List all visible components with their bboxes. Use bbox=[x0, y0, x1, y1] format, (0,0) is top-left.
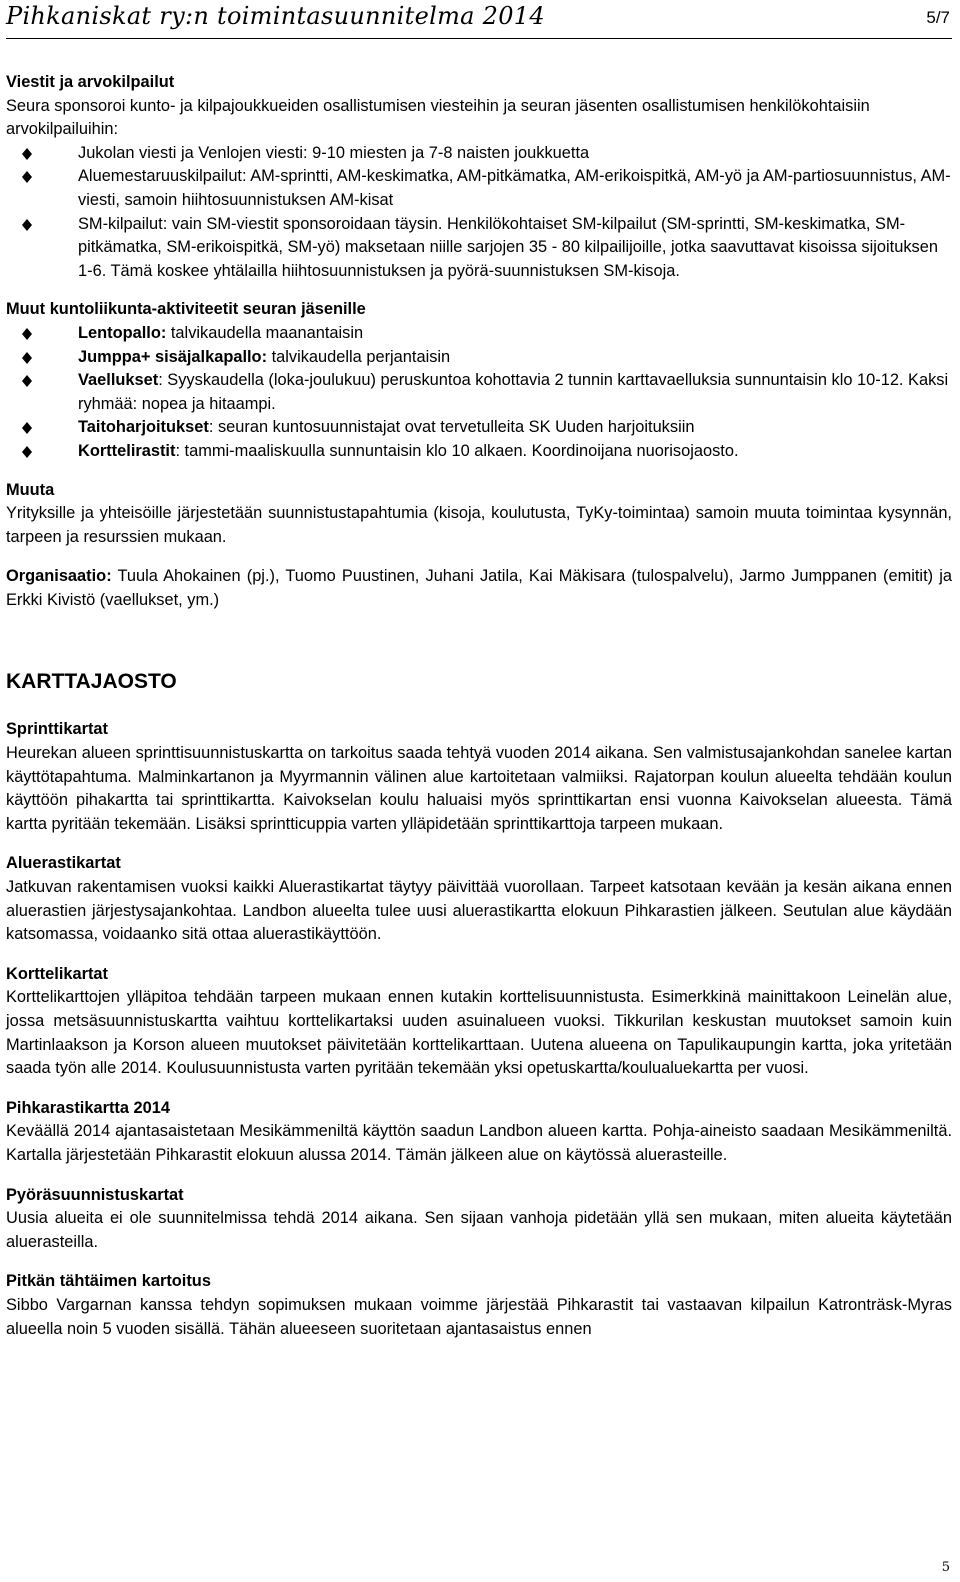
list-item bbox=[6, 440, 952, 464]
organisaatio-paragraph bbox=[6, 565, 952, 612]
item-label: Jumppa+ sisäjalkapallo: bbox=[78, 347, 268, 366]
page-header bbox=[6, 0, 952, 39]
section-viestit bbox=[6, 71, 952, 283]
item-text: : seuran kuntosuunnistajat ovat tervetulleita SK Uuden harjoituksiin bbox=[208, 418, 695, 437]
section-pitkan-tahtaimen-kartoitus bbox=[6, 1270, 952, 1341]
section-pihkarastikartta bbox=[6, 1097, 952, 1168]
section-text: Korttelikarttojen ylläpitoa tehdään tarpeen mukaan ennen kutakin korttelisuunnistusta. Esimerkkinä mainittakoon Leinelän alue, jossa metsäsuunnistuskartta vaihtuu korttelikartaksi uuden asuinalueen vuoksi. Tikkurilan keskustan muutokset samoin kuin Martinlaakson ja Korson alueen muutokset päivitetään korttelikarttaan. Uutena alueena on Tapulikaupungin kartta, joka yritetään saada työn alle 2014. Koulusuunnistusta varten pyritään tekemään yksi opetuskartta/koulualuekartta per vuosi. bbox=[6, 988, 952, 1078]
bullet-list bbox=[6, 322, 952, 464]
item-label: Vaellukset bbox=[78, 371, 159, 390]
document-title: Pihkaniskat ry:n toimintasuunnitelma 2014 bbox=[6, 2, 545, 30]
list-item-text: Jukolan viesti ja Venlojen viesti: 9-10 miesten ja 7-8 naisten joukkuetta bbox=[78, 143, 590, 162]
diamond-bullet-icon bbox=[22, 219, 32, 231]
organisaatio-label: Organisaatio: bbox=[6, 567, 112, 586]
section-text: Uusia alueita ei ole suunnitelmissa tehdä 2014 aikana. Sen sijaan vanhoja pidetään yllä sen mukaan, miten alueita käytetään aluerasteilla. bbox=[6, 1209, 952, 1251]
list-item bbox=[6, 142, 952, 166]
section-heading: Viestit ja arvokilpailut bbox=[6, 73, 175, 91]
section-heading: Muuta bbox=[6, 480, 55, 499]
section-heading: Aluerastikartat bbox=[6, 854, 121, 873]
section-text: Keväällä 2014 ajantasaistetaan Mesikämmeniltä käyttön saadun Landbon alueen kartta. Pohja-aineisto saadaan Mesikämmeniltä. Kartalla järjestetään Pihkarastit elokuun alussa 2014. Tämän jälkeen alue on käytössä aluerasteille. bbox=[6, 1122, 952, 1164]
page-number: 5 bbox=[941, 1560, 950, 1576]
diamond-bullet-icon bbox=[22, 328, 32, 340]
diamond-bullet-icon bbox=[22, 171, 32, 183]
section-heading: Korttelikartat bbox=[6, 964, 109, 983]
bullet-list bbox=[6, 142, 952, 284]
diamond-bullet-icon bbox=[22, 352, 32, 364]
section-text: Yrityksille ja yhteisöille järjestetään suunnistustapahtumia (kisoja, koulutusta, TyKy-toimintaa) samoin muuta toimintaa kysynnän, tarpeen ja resurssien mukaan. bbox=[6, 504, 952, 546]
list-item-text: Aluemestaruuskilpailut: AM-sprintti, AM-keskimatka, AM-pitkämatka, AM-erikoispitkä, AM-yö ja AM-partiosuunnistus, AM-viesti, samoin hiihtosuunnistuksen AM-kisat bbox=[78, 167, 951, 209]
section-text: Sibbo Vargarnan kanssa tehdyn sopimuksen mukaan voimme järjestää Pihkarastit tai vastaavan kilpailun Katronträsk-Myras alueella noin 5 vuoden sisällä. Tähän alueeseen suoritetaan ajantasaistus ennen bbox=[6, 1295, 952, 1338]
list-item bbox=[6, 165, 952, 212]
diamond-bullet-icon bbox=[22, 422, 32, 434]
item-label: Taitoharjoitukset bbox=[78, 418, 209, 437]
section-heading: Muut kuntoliikunta-aktiviteetit seuran jäsenille bbox=[6, 300, 366, 319]
karttajaosto-title: KARTTAJAOSTO bbox=[6, 670, 177, 694]
section-korttelikartat bbox=[6, 963, 952, 1081]
section-heading: Sprinttikartat bbox=[6, 720, 109, 739]
section-muut-aktiviteetit bbox=[6, 298, 952, 463]
item-text: talvikaudella maanantaisin bbox=[166, 323, 364, 342]
list-item bbox=[6, 213, 952, 284]
section-heading: Pyöräsuunnistuskartat bbox=[6, 1185, 184, 1204]
item-text: : tammi-maaliskuulla sunnuntaisin klo 10 alkaen. Koordinoijana nuorisojaosto. bbox=[175, 441, 739, 460]
organisaatio-text: Tuula Ahokainen (pj.), Tuomo Puustinen, Juhani Jatila, Kai Mäkisara (tulospalvelu), Jarmo Jumppanen (emitit) ja Erkki Kivistö (vaellukset, ym.) bbox=[6, 567, 952, 609]
section-text: Heurekan alueen sprinttisuunnistuskartta on tarkoitus saada tehtyä vuoden 2014 aikana. Sen valmistusajankohdan sanelee kartan käyttötapahtuma. Malminkartanon ja Myyrmannin välinen alue kartoitetaan valmiiksi. Rajatorpan koulun alueelta tehdään koulun käyttöön pihakartta tai sprinttikartta. Kaivokselan koulu haluaisi myös sprinttikartan ensi vuonna Kaivokselan alueesta. Tämä kartta pyritään tekemään. Lisäksi sprintticuppia varten ylläpidetään sprinttikarttoja tarpeen mukaan. bbox=[6, 744, 952, 833]
section-intro: Seura sponsoroi kunto- ja kilpajoukkueiden osallistumisen viesteihin ja seuran jäsenten osallistumisen henkilökohtaisiin arvokilpailuihin: bbox=[6, 96, 870, 139]
section-text: Jatkuvan rakentamisen vuoksi kaikki Aluerastikartat täytyy päivittää vuorollaan. Tarpeet katsotaan kevään ja kesän aikana ennen aluerastien järjestysajankohtaa. Landbon alueelta tulee uusi aluerastikartta elokuun Pihkarastien jälkeen. Seutulan alue käydään katsomassa, voidaanko sitä ottaa aluerastikäyttöön. bbox=[6, 878, 952, 944]
diamond-bullet-icon bbox=[22, 148, 32, 160]
document-page bbox=[6, 0, 952, 1341]
list-item bbox=[6, 416, 952, 440]
section-muuta bbox=[6, 479, 952, 550]
section-aluerastikartat bbox=[6, 852, 952, 946]
section-heading: Pitkän tähtäimen kartoitus bbox=[6, 1272, 211, 1291]
list-item bbox=[6, 369, 952, 416]
section-sprinttikartat bbox=[6, 718, 952, 836]
list-item bbox=[6, 346, 952, 370]
item-text: : Syyskaudella (loka-joulukuu) peruskuntoa kohottavia 2 tunnin karttavaelluksia sunnuntaisin klo 10-12. Kaksi ryhmää: nopea ja hitaampi. bbox=[78, 371, 949, 413]
item-label: Lentopallo: bbox=[78, 323, 167, 342]
list-item bbox=[6, 322, 952, 346]
page-indicator: 5/7 bbox=[926, 8, 950, 27]
item-label: Korttelirastit bbox=[78, 441, 176, 460]
section-pyorasuunnistuskartat bbox=[6, 1184, 952, 1255]
diamond-bullet-icon bbox=[22, 375, 32, 387]
list-item-text: SM-kilpailut: vain SM-viestit sponsoroidaan täysin. Henkilökohtaiset SM-kilpailut (SM-sprintti, SM-keskimatka, SM-pitkämatka, SM-erikoispitkä, SM-yö) maksetaan niille sarjojen 35 - 80 kilpailijoille, jotka saavuttavat kisoissa sijoituksen 1-6. Tämä koskee yhtälailla hiihtosuunnistuksen ja pyörä-suunnistuksen SM-kisoja. bbox=[78, 214, 938, 280]
diamond-bullet-icon bbox=[22, 446, 32, 458]
item-text: talvikaudella perjantaisin bbox=[267, 347, 451, 366]
section-heading: Pihkarastikartta 2014 bbox=[6, 1098, 171, 1117]
